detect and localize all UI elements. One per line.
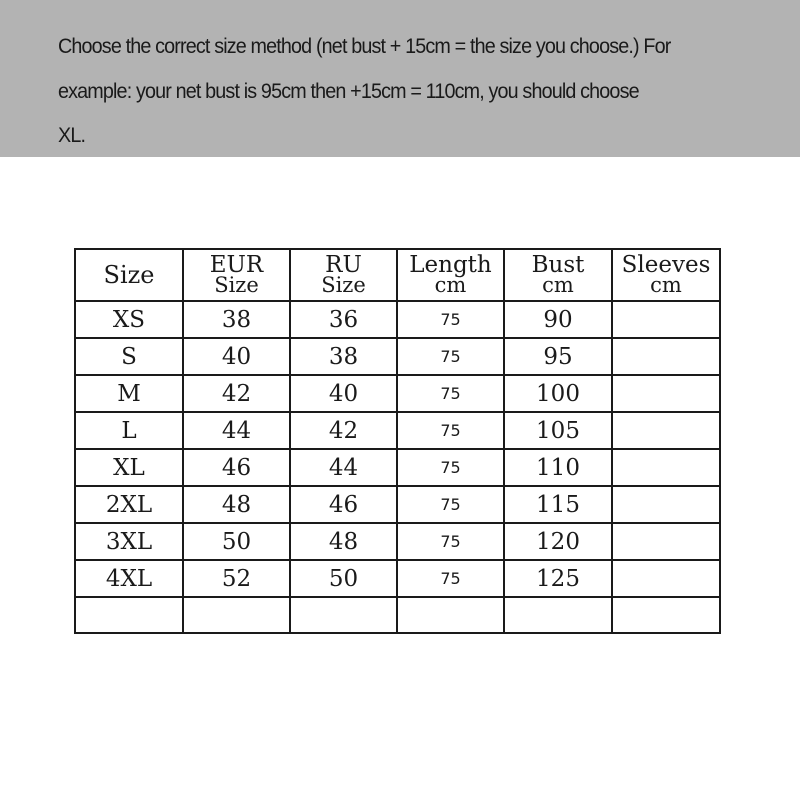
cell-size: 2XL [75, 486, 183, 523]
header-ru-size: RU Size [290, 249, 397, 301]
table-row [75, 375, 720, 412]
cell-bust: 120 [504, 523, 612, 560]
cell-length: 75 [397, 338, 504, 375]
table-row [75, 523, 720, 560]
cell-size [75, 597, 183, 633]
cell-ru-size: 48 [290, 523, 397, 560]
cell-size: 3XL [75, 523, 183, 560]
cell-bust: 90 [504, 301, 612, 338]
cell-sleeves [612, 486, 720, 523]
header-bust: Bust cm [504, 249, 612, 301]
cell-size: XS [75, 301, 183, 338]
cell-sleeves [612, 412, 720, 449]
cell-size: S [75, 338, 183, 375]
cell-bust: 100 [504, 375, 612, 412]
cell-eur-size: 38 [183, 301, 290, 338]
cell-bust: 115 [504, 486, 612, 523]
header-size: Size [75, 249, 183, 301]
cell-bust: 95 [504, 338, 612, 375]
cell-ru-size: 42 [290, 412, 397, 449]
cell-length: 75 [397, 486, 504, 523]
size-chart-table [74, 248, 721, 634]
cell-size: L [75, 412, 183, 449]
cell-length: 75 [397, 523, 504, 560]
instruction-banner [0, 0, 800, 157]
table-row [75, 301, 720, 338]
cell-ru-size: 46 [290, 486, 397, 523]
table-row [75, 597, 720, 633]
cell-size: M [75, 375, 183, 412]
cell-ru-size: 40 [290, 375, 397, 412]
table-header-row [75, 249, 720, 301]
cell-length: 75 [397, 301, 504, 338]
cell-sleeves [612, 523, 720, 560]
instruction-line-2: example: your net bust is 95cm then +15cm = 110cm, you should choose [58, 80, 639, 103]
cell-sleeves [612, 449, 720, 486]
cell-ru-size: 36 [290, 301, 397, 338]
cell-bust: 105 [504, 412, 612, 449]
cell-ru-size: 38 [290, 338, 397, 375]
cell-eur-size [183, 597, 290, 633]
cell-length: 75 [397, 412, 504, 449]
cell-sleeves [612, 375, 720, 412]
table-row [75, 486, 720, 523]
cell-length [397, 597, 504, 633]
cell-eur-size: 40 [183, 338, 290, 375]
cell-eur-size: 46 [183, 449, 290, 486]
header-eur-size: EUR Size [183, 249, 290, 301]
header-sleeves: Sleeves cm [612, 249, 720, 301]
cell-sleeves [612, 301, 720, 338]
cell-eur-size: 48 [183, 486, 290, 523]
cell-ru-size: 50 [290, 560, 397, 597]
cell-length: 75 [397, 449, 504, 486]
cell-length: 75 [397, 375, 504, 412]
cell-sleeves [612, 560, 720, 597]
cell-bust: 110 [504, 449, 612, 486]
cell-eur-size: 52 [183, 560, 290, 597]
cell-size: 4XL [75, 560, 183, 597]
cell-eur-size: 44 [183, 412, 290, 449]
table-row [75, 412, 720, 449]
cell-ru-size [290, 597, 397, 633]
cell-length: 75 [397, 560, 504, 597]
cell-size: XL [75, 449, 183, 486]
cell-bust: 125 [504, 560, 612, 597]
table-row [75, 338, 720, 375]
table-row [75, 560, 720, 597]
cell-sleeves [612, 338, 720, 375]
cell-eur-size: 50 [183, 523, 290, 560]
instruction-line-1: Choose the correct size method (net bust + 15cm = the size you choose.) For [58, 35, 671, 58]
cell-ru-size: 44 [290, 449, 397, 486]
instruction-line-3: XL. [58, 124, 86, 147]
table-row [75, 449, 720, 486]
cell-sleeves [612, 597, 720, 633]
cell-eur-size: 42 [183, 375, 290, 412]
header-length: Length cm [397, 249, 504, 301]
cell-bust [504, 597, 612, 633]
